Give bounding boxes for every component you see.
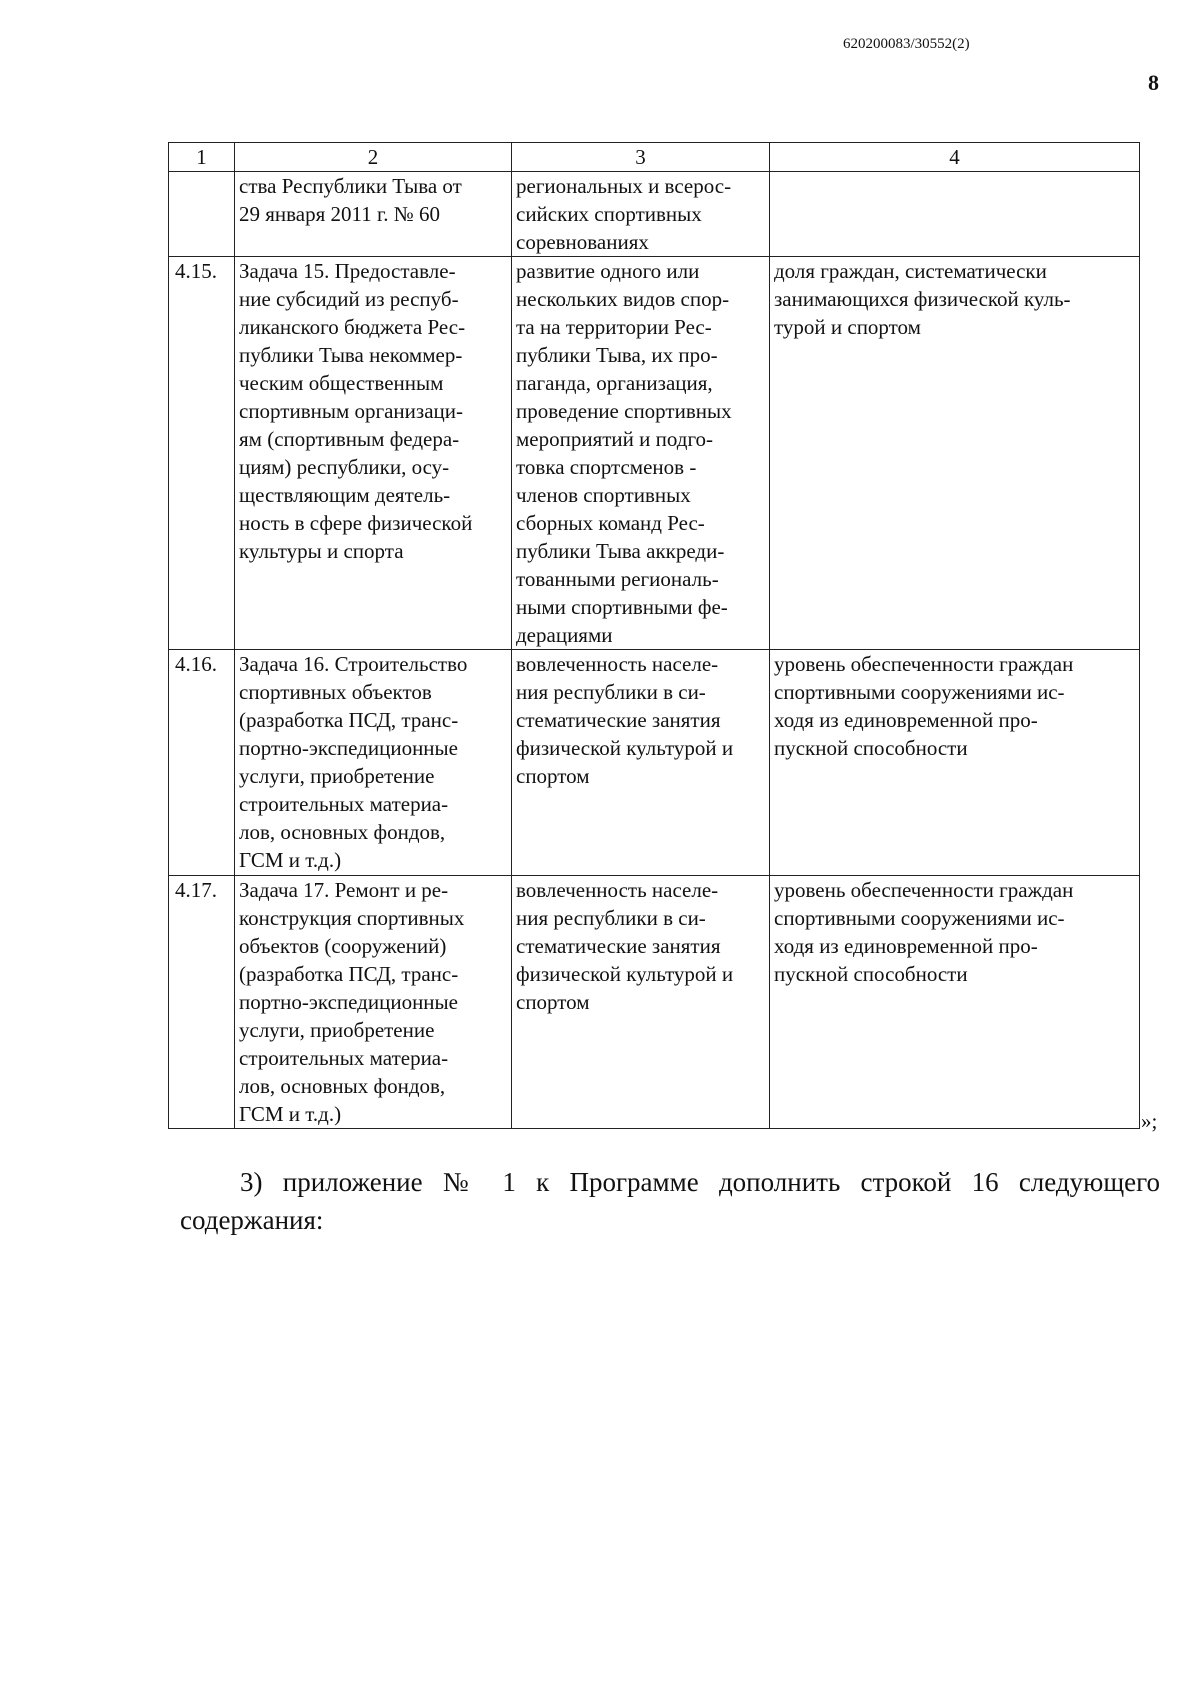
cell-text-line: ния республики в си- [516,680,706,704]
cell-text-line: развитие одного или [516,259,700,283]
column-header: 1 [169,143,235,172]
cell-text-line: спортивным организаци- [239,399,463,423]
paragraph-line: 3) приложение № 1 к Программе дополнить строкой 16 следующего [240,1167,1160,1197]
column-header: 2 [235,143,512,172]
cell-text-line: услуги, приобретение [239,1018,435,1042]
cell-text-line: доля граждан, систематически [774,259,1047,283]
cell-text-line: нескольких видов спор- [516,287,730,311]
result-cell [512,172,770,257]
row-number: 4.17. [169,876,235,1129]
cell-text-line: строительных материа- [239,1046,449,1070]
result-cell [512,876,770,1129]
cell-text-line: публики Тыва некоммер- [239,343,463,367]
indicator-cell [770,650,1140,876]
cell-text-line: ходя из единовременной про- [774,708,1038,732]
page-number: 8 [1148,70,1159,95]
cell-text-line: паганда, организация, [516,371,713,395]
program-table [168,142,1140,1129]
cell-text-line: культуры и спорта [239,539,404,563]
task-cell [235,650,512,876]
table-closing-quote: »; [1141,1109,1158,1133]
cell-text-line: региональных и всерос- [516,174,732,198]
task-cell [235,257,512,650]
cell-text-line: ния республики в си- [516,906,706,930]
cell-text-line: соревнованиях [516,230,649,254]
cell-text-line: публики Тыва, их про- [516,343,718,367]
cell-text-line: Задача 15. Предоставле- [239,259,456,283]
cell-text-line: спортивных объектов [239,680,432,704]
cell-text-line: турой и спортом [774,315,921,339]
cell-text-line: занимающихся физической куль- [774,287,1071,311]
cell-text-line: спортивными сооружениями ис- [774,680,1065,704]
cell-text-line: стематические занятия [516,934,721,958]
task-cell [235,876,512,1129]
table-row [169,257,1140,650]
cell-text-line: тованными региональ- [516,567,719,591]
cell-text-line: сийских спортивных [516,202,702,226]
cell-text-line: лов, основных фондов, [239,820,446,844]
cell-text-line: мероприятий и подго- [516,427,714,451]
cell-text-line: проведение спортивных [516,399,732,423]
task-cell [235,172,512,257]
cell-text-line: (разработка ПСД, транс- [239,708,459,732]
cell-text-line: ность в сфере физической [239,511,473,535]
cell-text-line: спортом [516,764,590,788]
cell-text-line: ходя из единовременной про- [774,934,1038,958]
cell-text-line: уровень обеспеченности граждан [774,878,1074,902]
cell-text-line: ства Республики Тыва от [239,174,462,198]
cell-text-line: ческим общественным [239,371,444,395]
cell-text-line: циям) республики, осу- [239,455,450,479]
cell-text-line: стематические занятия [516,708,721,732]
column-header: 4 [770,143,1140,172]
cell-text-line: лов, основных фондов, [239,1074,446,1098]
row-number: 4.16. [169,650,235,876]
cell-text-line: ние субсидий из респуб- [239,287,459,311]
cell-text-line: дерациями [516,623,613,647]
cell-text-line: услуги, приобретение [239,764,435,788]
result-cell [512,257,770,650]
cell-text-line: уровень обеспеченности граждан [774,652,1074,676]
document-id: 620200083/30552(2) [843,36,970,52]
indicator-cell [770,172,1140,257]
indicator-cell [770,876,1140,1129]
cell-text-line: ГСМ и т.д.) [239,848,342,872]
row-number: 4.15. [169,257,235,650]
paragraph-line: содержания: [180,1205,324,1235]
cell-text-line: спортивными сооружениями ис- [774,906,1065,930]
cell-text-line: членов спортивных [516,483,691,507]
row-number [169,172,235,257]
cell-text-line: портно-экспедиционные [239,736,458,760]
cell-text-line: вовлеченность населе- [516,878,719,902]
cell-text-line: ГСМ и т.д.) [239,1102,342,1126]
cell-text-line: товка спортсменов - [516,455,697,479]
cell-text-line: строительных материа- [239,792,449,816]
cell-text-line: пускной способности [774,736,968,760]
cell-text-line: ям (спортивным федера- [239,427,460,451]
result-cell [512,650,770,876]
cell-text-line: ликанского бюджета Рес- [239,315,466,339]
table-row [169,172,1140,257]
cell-text-line: Задача 17. Ремонт и ре- [239,878,449,902]
cell-text-line: вовлеченность населе- [516,652,719,676]
cell-text-line: конструкция спортивных [239,906,465,930]
cell-text-line: сборных команд Рес- [516,511,705,535]
indicator-cell [770,257,1140,650]
cell-text-line: публики Тыва аккреди- [516,539,725,563]
cell-text-line: (разработка ПСД, транс- [239,962,459,986]
cell-text-line: портно-экспедиционные [239,990,458,1014]
cell-text-line: ными спортивными фе- [516,595,728,619]
cell-text-line: 29 января 2011 г. № 60 [239,202,441,226]
table-row [169,650,1140,876]
cell-text-line: ществляющим деятель- [239,483,451,507]
cell-text-line: та на территории Рес- [516,315,712,339]
table-header-row [169,143,1140,172]
column-header: 3 [512,143,770,172]
cell-text-line: физической культурой и [516,736,734,760]
amendment-paragraph [180,1163,1160,1239]
cell-text-line: Задача 16. Строительство [239,652,468,676]
cell-text-line: спортом [516,990,590,1014]
cell-text-line: пускной способности [774,962,968,986]
table-row [169,876,1140,1129]
cell-text-line: физической культурой и [516,962,734,986]
cell-text-line: объектов (сооружений) [239,934,447,958]
